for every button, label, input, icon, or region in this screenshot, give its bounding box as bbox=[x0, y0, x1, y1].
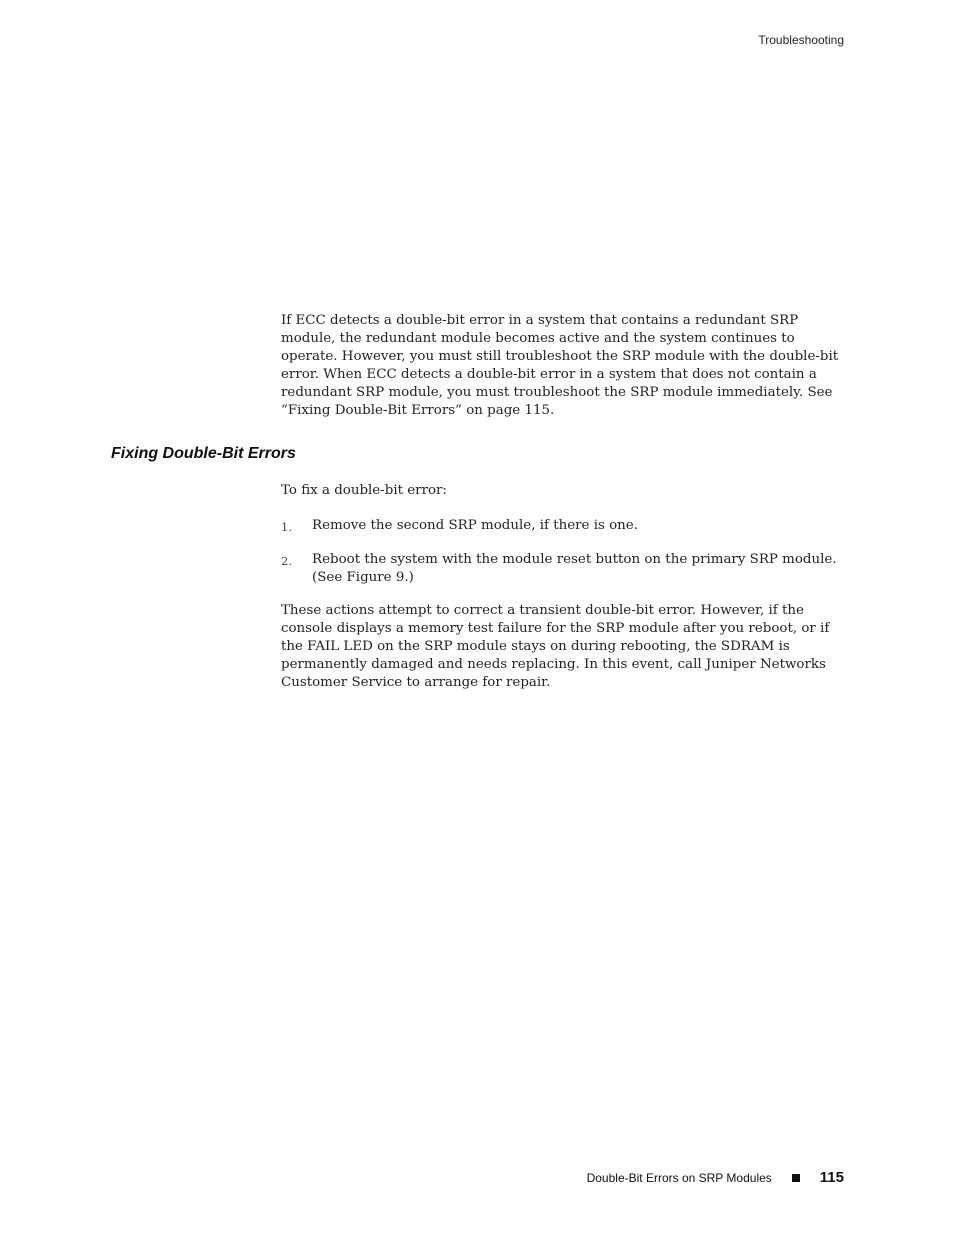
step-text: Remove the second SRP module, if there is one. bbox=[312, 518, 638, 533]
footer-chapter-title: Double-Bit Errors on SRP Modules bbox=[586, 1170, 772, 1185]
page-number: 115 bbox=[819, 1169, 844, 1186]
running-footer bbox=[587, 1169, 844, 1186]
step-text: Reboot the system with the module reset button on the primary SRP module. (See Figure 9.) bbox=[312, 552, 837, 585]
section-heading: Fixing Double-Bit Errors bbox=[111, 445, 296, 462]
running-header: Troubleshooting bbox=[758, 33, 844, 47]
list-item-step-2 bbox=[281, 551, 841, 587]
square-bullet-icon bbox=[792, 1174, 800, 1182]
intro-paragraph: If ECC detects a double-bit error in a system that contains a redundant SRP module, the redundant module becomes active and the system continues to operate. However, you must still troubleshoot the SRP module with the double-bit error. When ECC detects a double-bit error in a system that does not contain a redundant SRP module, you must troubleshoot the SRP module immediately. See “Fixing Double-Bit Errors” on page 115. bbox=[281, 313, 839, 418]
step-number: 1. bbox=[281, 520, 292, 534]
list-item-step-1 bbox=[281, 517, 841, 535]
step-number: 2. bbox=[281, 554, 292, 568]
lead-in-paragraph: To fix a double-bit error: bbox=[281, 483, 447, 498]
closing-paragraph: These actions attempt to correct a transient double-bit error. However, if the console displays a memory test failure for the SRP module after you reboot, or if the FAIL LED on the SRP module stays on during rebooting, the SDRAM is permanently damaged and needs replacing. In this event, call Juniper Networks Customer Service to arrange for repair. bbox=[281, 603, 830, 690]
